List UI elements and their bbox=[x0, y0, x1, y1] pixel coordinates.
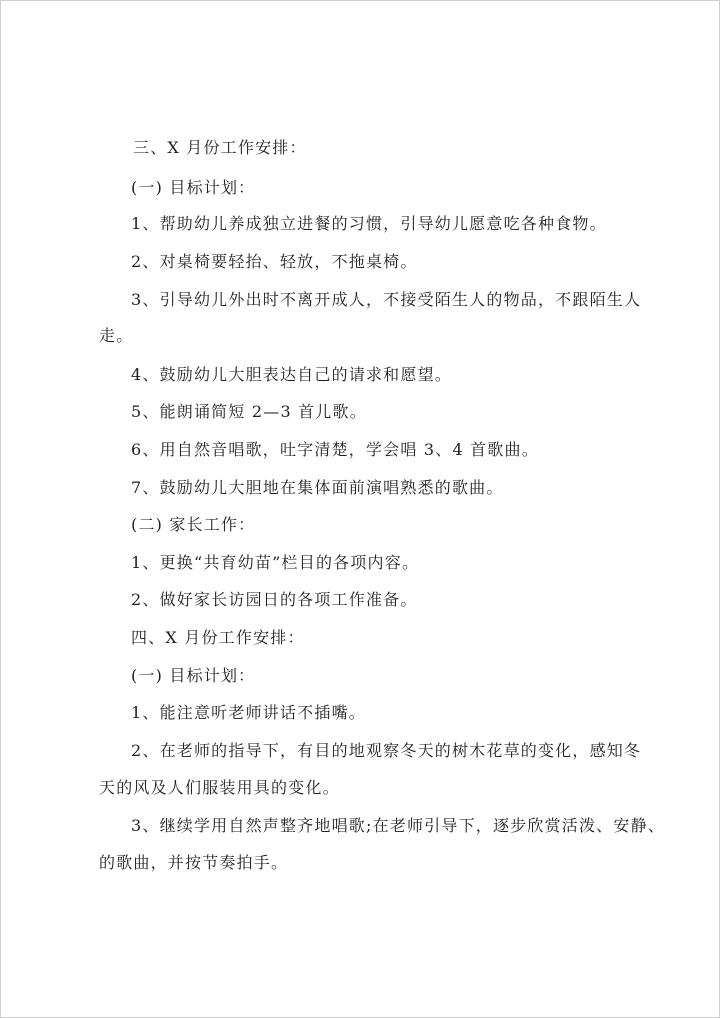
subheading-goals-3: (一) 目标计划： bbox=[131, 178, 256, 197]
paragraph-continuation: 天的风及人们服装用具的变化。 bbox=[99, 778, 340, 797]
paragraph-item: 3、引导幼儿外出时不离开成人，不接受陌生人的物品，不跟陌生人 bbox=[131, 290, 642, 309]
paragraph-item: 7、鼓励幼儿大胆地在集体面前演唱熟悉的歌曲。 bbox=[131, 478, 504, 497]
subheading-goals-4: (一) 目标计划： bbox=[131, 666, 256, 685]
paragraph-item: 5、能朗诵简短 2—3 首儿歌。 bbox=[131, 402, 367, 421]
subheading-parent-work: (二) 家长工作： bbox=[131, 515, 256, 534]
paragraph-continuation: 走。 bbox=[99, 326, 134, 345]
paragraph-item: 1、更换“共育幼苗”栏目的各项内容。 bbox=[131, 553, 420, 572]
paragraph-item: 1、能注意听老师讲话不插嘴。 bbox=[131, 703, 366, 722]
paragraph-item: 6、用自然音唱歌，吐字清楚，学会唱 3、4 首歌曲。 bbox=[131, 440, 539, 459]
section-heading-3: 三、X 月份工作安排： bbox=[133, 138, 307, 157]
paragraph-item: 3、继续学用自然声整齐地唱歌;在老师引导下，逐步欣赏活泼、安静、 bbox=[131, 816, 665, 835]
paragraph-item: 2、对桌椅要轻抬、轻放，不拖桌椅。 bbox=[131, 252, 418, 271]
paragraph-item: 2、做好家长访园日的各项工作准备。 bbox=[131, 590, 418, 609]
section-heading-4: 四、X 月份工作安排： bbox=[131, 628, 305, 647]
paragraph-continuation: 的歌曲，并按节奏拍手。 bbox=[99, 853, 289, 872]
paragraph-item: 1、帮助幼儿养成独立进餐的习惯，引导幼儿愿意吃各种食物。 bbox=[131, 214, 607, 233]
paragraph-item: 2、在老师的指导下，有目的地观察冬天的树木花草的变化，感知冬 bbox=[131, 741, 642, 760]
paragraph-item: 4、鼓励幼儿大胆表达自己的请求和愿望。 bbox=[131, 365, 452, 384]
